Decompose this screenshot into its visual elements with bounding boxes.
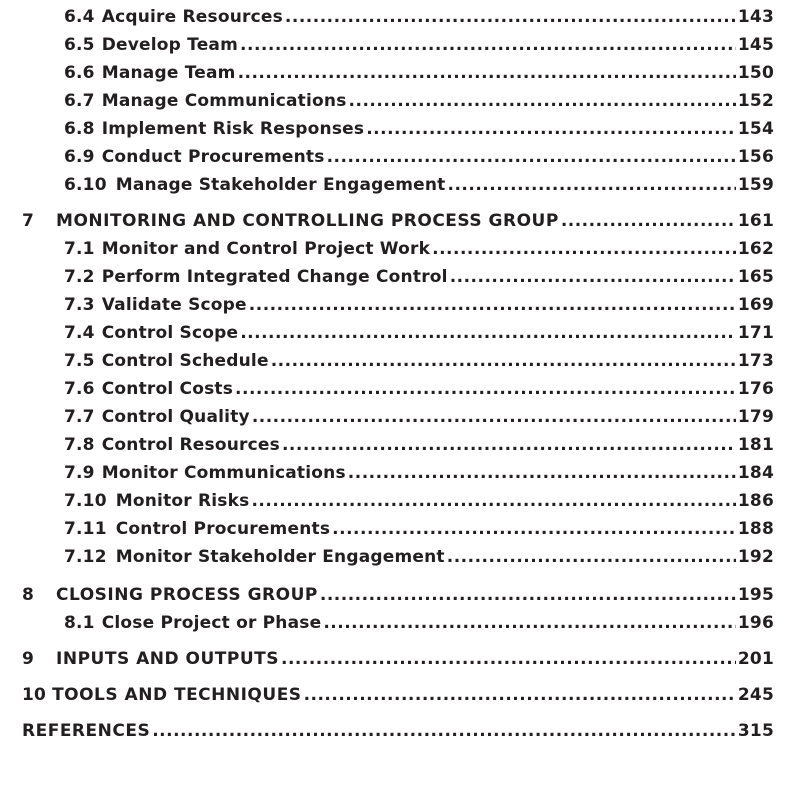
toc-section-entry[interactable] xyxy=(64,434,774,456)
dot-leader xyxy=(240,322,736,344)
toc-entry-number: 7.12 xyxy=(64,547,107,567)
toc-entry-title: Monitor Risks xyxy=(115,491,250,511)
toc-section-entry[interactable] xyxy=(64,378,774,400)
toc-chapter-entry[interactable] xyxy=(22,648,774,670)
toc-entry-title: Close Project or Phase xyxy=(101,613,322,633)
toc-section-entry[interactable] xyxy=(64,118,774,140)
dot-leader xyxy=(240,34,736,56)
toc-entry-page-number: 179 xyxy=(737,407,774,427)
toc-entry-number: 7.5 xyxy=(64,351,95,371)
toc-chapter-entry[interactable] xyxy=(22,210,774,232)
toc-entry-number: 8 xyxy=(22,585,35,605)
toc-entry-title: Conduct Procurements xyxy=(101,147,325,167)
toc-section-entry[interactable] xyxy=(64,238,774,260)
toc-entry-page-number: 176 xyxy=(737,379,774,399)
toc-entry-number: 6.8 xyxy=(64,119,95,139)
toc-entry-title: MONITORING AND CONTROLLING PROCESS GROUP xyxy=(56,211,559,231)
toc-entry-number: 7.9 xyxy=(64,463,95,483)
toc-entry-number: 6.9 xyxy=(64,147,95,167)
dot-leader xyxy=(327,146,736,168)
dot-leader xyxy=(349,90,736,112)
toc-entry-page-number: 162 xyxy=(737,239,774,259)
dot-leader xyxy=(252,406,736,428)
toc-section-entry[interactable] xyxy=(64,462,774,484)
dot-leader xyxy=(366,118,736,140)
toc-section-entry[interactable] xyxy=(64,146,774,168)
toc-section-entry[interactable] xyxy=(64,350,774,372)
dot-leader xyxy=(152,720,736,742)
toc-entry-title: Validate Scope xyxy=(101,295,247,315)
toc-entry-number: 8.1 xyxy=(64,613,95,633)
toc-entry-number: 7.10 xyxy=(64,491,107,511)
toc-entry-title: Manage Team xyxy=(101,63,236,83)
toc-entry-number: 7.8 xyxy=(64,435,95,455)
toc-entry-number: 7.6 xyxy=(64,379,95,399)
toc-section-entry[interactable] xyxy=(64,612,774,634)
toc-entry-page-number: 159 xyxy=(737,175,774,195)
toc-entry-page-number: 143 xyxy=(737,7,774,27)
dot-leader xyxy=(249,294,736,316)
toc-entry-page-number: 152 xyxy=(737,91,774,111)
toc-entry-page-number: 188 xyxy=(737,519,774,539)
toc-entry-number: 6.6 xyxy=(64,63,95,83)
toc-entry-page-number: 181 xyxy=(737,435,774,455)
toc-entry-number: 7.7 xyxy=(64,407,95,427)
toc-section-entry[interactable] xyxy=(64,322,774,344)
toc-entry-page-number: 165 xyxy=(737,267,774,287)
toc-entry-number: 7 xyxy=(22,211,35,231)
toc-chapter-entry[interactable] xyxy=(22,584,774,606)
toc-entry-title: Control Procurements xyxy=(115,519,331,539)
toc-entry-page-number: 169 xyxy=(737,295,774,315)
toc-entry-title: Control Scope xyxy=(101,323,239,343)
toc-section-entry[interactable] xyxy=(64,294,774,316)
toc-entry-number: 7.3 xyxy=(64,295,95,315)
toc-entry-number: 7.4 xyxy=(64,323,95,343)
dot-leader xyxy=(304,684,736,706)
toc-entry-page-number: 173 xyxy=(737,351,774,371)
toc-entry-page-number: 195 xyxy=(737,585,774,605)
toc-entry-number: 6.10 xyxy=(64,175,107,195)
dot-leader xyxy=(447,546,736,568)
toc-entry-number: 7.2 xyxy=(64,267,95,287)
toc-entry-number: 10 xyxy=(22,685,47,705)
toc-section-entry[interactable] xyxy=(64,62,774,84)
toc-entry-title: Monitor Communications xyxy=(101,463,346,483)
toc-entry-number: 9 xyxy=(22,649,35,669)
toc-entry-page-number: 150 xyxy=(737,63,774,83)
toc-entry-page-number: 315 xyxy=(737,721,774,741)
toc-section-entry[interactable] xyxy=(64,266,774,288)
toc-entry-page-number: 156 xyxy=(737,147,774,167)
toc-entry-title: Control Resources xyxy=(101,435,280,455)
toc-entry-page-number: 171 xyxy=(737,323,774,343)
dot-leader xyxy=(320,584,736,606)
dot-leader xyxy=(561,210,736,232)
toc-chapter-entry[interactable] xyxy=(22,684,774,706)
toc-section-entry[interactable] xyxy=(64,6,774,28)
toc-entry-title: Monitor Stakeholder Engagement xyxy=(115,547,445,567)
toc-entry-page-number: 145 xyxy=(737,35,774,55)
toc-entry-page-number: 192 xyxy=(737,547,774,567)
toc-section-entry[interactable] xyxy=(64,34,774,56)
dot-leader xyxy=(251,490,735,512)
toc-entry-number: 6.7 xyxy=(64,91,95,111)
dot-leader xyxy=(282,434,736,456)
toc-entry-title: Manage Stakeholder Engagement xyxy=(115,175,446,195)
dot-leader xyxy=(235,378,736,400)
toc-entry-number: 7.11 xyxy=(64,519,107,539)
toc-entry-page-number: 186 xyxy=(737,491,774,511)
toc-entry-number: 6.5 xyxy=(64,35,95,55)
toc-entry-title: Acquire Resources xyxy=(101,7,283,27)
toc-entry-page-number: 154 xyxy=(737,119,774,139)
dot-leader xyxy=(450,266,736,288)
toc-section-entry[interactable] xyxy=(64,90,774,112)
toc-entry-title: Control Costs xyxy=(101,379,234,399)
toc-entry-page-number: 161 xyxy=(737,211,774,231)
dot-leader xyxy=(281,648,736,670)
toc-entry-title: Control Quality xyxy=(101,407,250,427)
toc-entry-title: TOOLS AND TECHNIQUES xyxy=(52,685,302,705)
toc-entry-page-number: 196 xyxy=(737,613,774,633)
toc-entry-title: Monitor and Control Project Work xyxy=(101,239,431,259)
dot-leader xyxy=(285,6,736,28)
toc-entry-page-number: 245 xyxy=(737,685,774,705)
toc-entry-title: Control Schedule xyxy=(101,351,269,371)
toc-entry-number: 6.4 xyxy=(64,7,95,27)
dot-leader xyxy=(432,238,736,260)
toc-section-entry[interactable] xyxy=(64,406,774,428)
dot-leader xyxy=(348,462,736,484)
dot-leader xyxy=(332,518,736,540)
dot-leader xyxy=(238,62,736,84)
toc-entry-title: Perform Integrated Change Control xyxy=(101,267,448,287)
toc-chapter-entry[interactable] xyxy=(22,720,774,742)
toc-entry-title: Implement Risk Responses xyxy=(101,119,365,139)
toc-entry-title: CLOSING PROCESS GROUP xyxy=(56,585,318,605)
toc-section-entry[interactable] xyxy=(64,518,774,540)
toc-section-entry[interactable] xyxy=(64,174,774,196)
toc-entry-title: REFERENCES xyxy=(22,721,151,741)
toc-entry-page-number: 184 xyxy=(737,463,774,483)
toc-entry-title: Develop Team xyxy=(101,35,239,55)
dot-leader xyxy=(448,174,736,196)
toc-entry-title: Manage Communications xyxy=(101,91,347,111)
dot-leader xyxy=(271,350,736,372)
toc-section-entry[interactable] xyxy=(64,546,774,568)
toc-section-entry[interactable] xyxy=(64,490,774,512)
toc-entry-title: INPUTS AND OUTPUTS xyxy=(56,649,279,669)
dot-leader xyxy=(323,612,736,634)
toc-entry-number: 7.1 xyxy=(64,239,95,259)
toc-entry-page-number: 201 xyxy=(737,649,774,669)
